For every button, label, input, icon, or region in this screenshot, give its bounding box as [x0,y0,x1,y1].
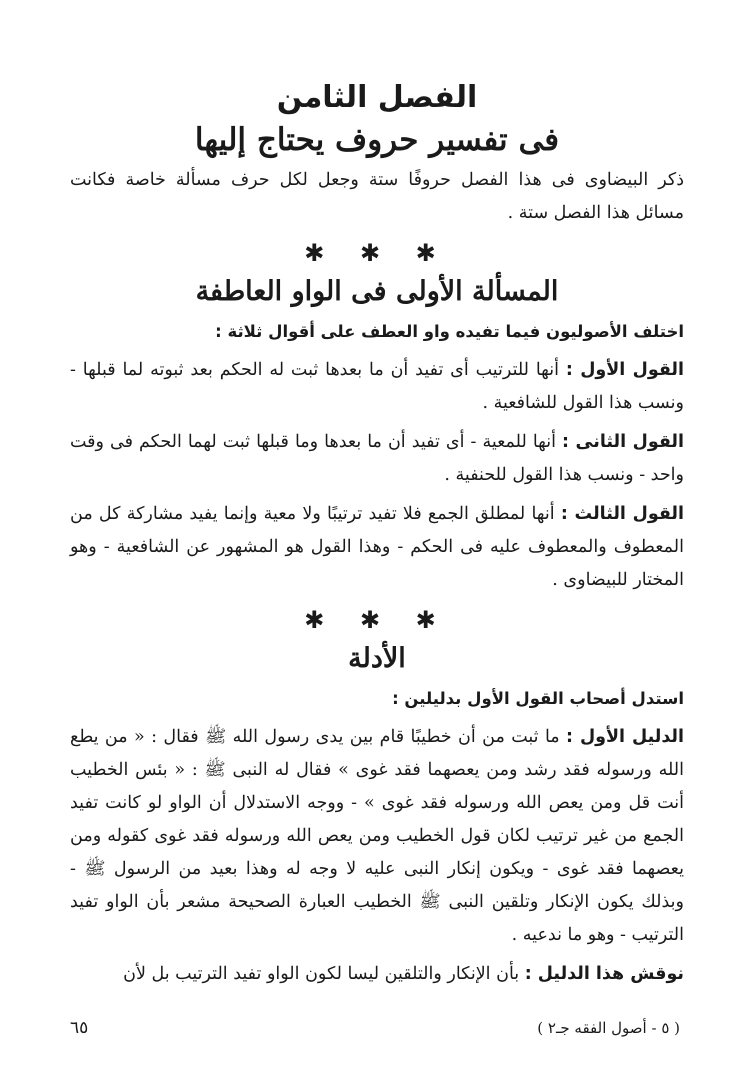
page-footer [70,1018,680,1038]
page-number: ٦٥ [70,1018,89,1038]
view-paragraph [70,426,684,492]
intro-paragraph: ذكر البيضاوى فى هذا الفصل حروفًا ستة وجعل لكل حرف مسألة خاصة فكانت مسائل هذا الفصل ستة . [70,170,684,223]
view-paragraph [70,354,684,420]
view-text: أنها لمطلق الجمع فلا تفيد ترتيبًا ولا معية وإنما يفيد مشاركة كل من المعطوف والمعطوف عليه فى الحكم - وهذا القول هو المشهور عن الشافعية - وهو المختار للبيضاوى . [70,504,684,590]
view-term: القول الثالث : [560,504,684,524]
section-separator: ✱ ✱ ✱ [304,606,450,634]
proof-text: ما ثبت من أن خطيبًا قام بين يدى رسول الله ﷺ فقال : « من يطع الله ورسوله فقد رشد ومن يعصهما فقد غوى » فقال له النبى ﷺ : « بئس الخطيب أنت قل ومن يعص الله ورسوله فقد غوى » - ووجه الاستدلال أن الواو لو كانت تفيد الجمع من غير ترتيب لكان قول الخطيب ومن يعص الله ورسوله فقد غوى كقوله ومن يعصهما فقد غوى - ويكون إنكار النبى عليه لا وجه له وهذا بعيد من الرسول ﷺ - وبذلك يكون الإنكار وتلقين النبى ﷺ الخطيب العبارة الصحيحة مشعر بأن الواو تفيد الترتيب - وهو ما ندعيه . [70,727,684,945]
rebuttal-paragraph [70,958,684,991]
section-lead: اختلف الأصوليون فيما تفيده واو العطف على أقوال ثلاثة : [215,322,684,341]
view-paragraph [70,498,684,597]
view-term: القول الأول : [565,360,684,380]
proofs-lead: استدل أصحاب القول الأول بدليلين : [392,689,684,708]
signature-mark: ( ٥ - أصول الفقه جـ٢ ) [537,1019,680,1037]
chapter-title: الفصل الثامن [276,80,478,115]
view-term: القول الثانى : [561,432,684,452]
chapter-subtitle: فى تفسير حروف يحتاج إليها [194,122,560,158]
section-title-proofs: الأدلة [348,643,406,674]
proof-paragraph [70,721,684,952]
view-text: أنها للمعية - أى تفيد أن ما بعدها وما قبلها ثبت لهما الحكم فى وقت واحد - ونسب هذا القول للحنفية . [70,432,684,485]
proof-term: الدليل الأول : [566,727,684,747]
section-title-waw: المسألة الأولى فى الواو العاطفة [195,276,559,307]
rebuttal-term: نوقش هذا الدليل : [524,964,684,984]
section-separator: ✱ ✱ ✱ [304,239,450,267]
view-text: أنها للترتيب أى تفيد أن ما بعدها ثبت له الحكم بعد ثبوته لما قبلها - ونسب هذا القول للشافعية . [70,360,684,413]
rebuttal-text: بأن الإنكار والتلقين ليسا لكون الواو تفيد الترتيب بل لأن [123,964,525,984]
